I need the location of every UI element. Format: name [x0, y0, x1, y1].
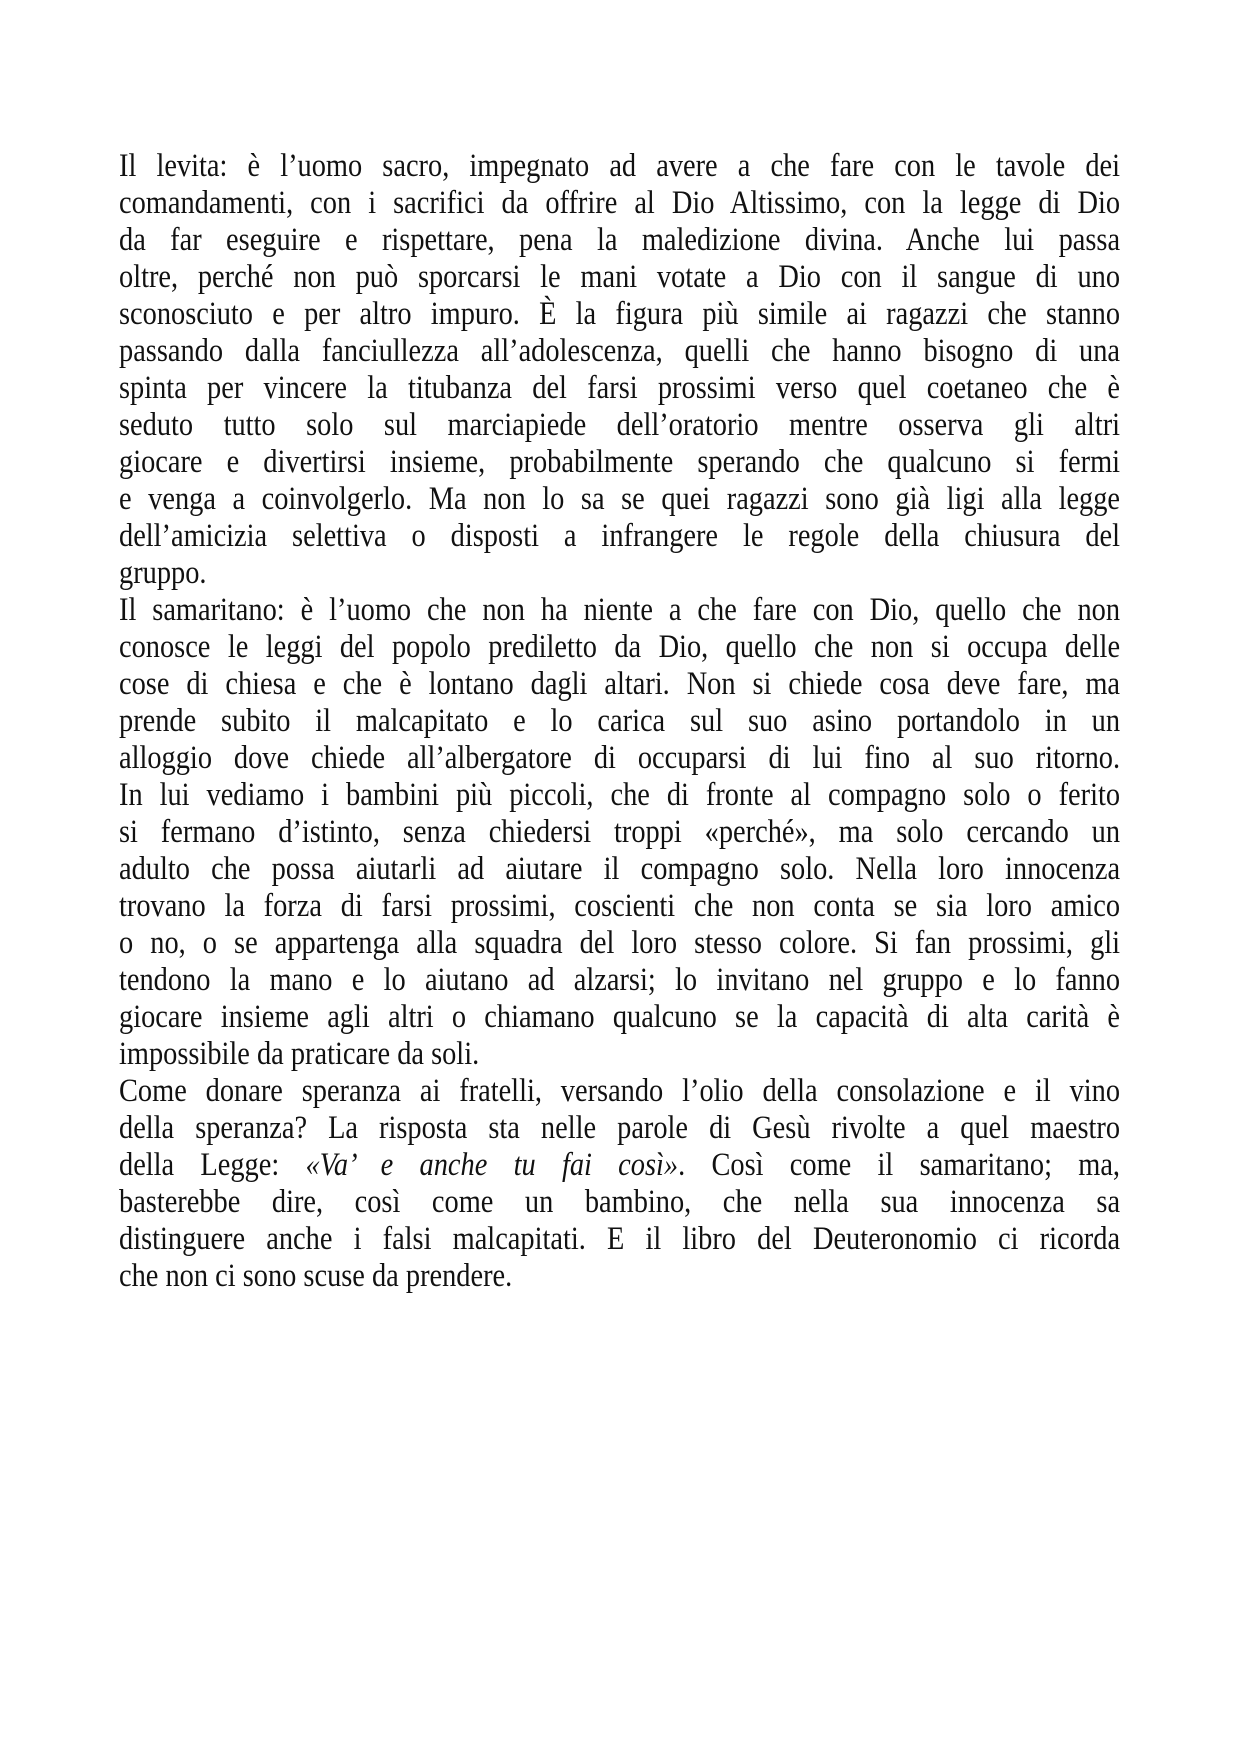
text-line: In lui vediamo i bambini più piccoli, che di fronte al compagno solo o ferito [119, 777, 1121, 813]
text-line: Il samaritano: è l’uomo che non ha niente a che fare con Dio, quello che non [119, 592, 1121, 628]
text-line: sconosciuto e per altro impuro. È la figura più simile ai ragazzi che stanno [119, 296, 1121, 332]
text-line: della speranza? La risposta sta nelle parole di Gesù rivolte a quel maestro [119, 1110, 1121, 1146]
document-page [119, 148, 1120, 1295]
text-line: che non ci sono scuse da prendere. [119, 1258, 513, 1294]
text-line: Il levita: è l’uomo sacro, impegnato ad avere a che fare con le tavole dei [119, 148, 1121, 184]
text-line: Come donare speranza ai fratelli, versando l’olio della consolazione e il vino [119, 1073, 1121, 1109]
text-line: da far eseguire e rispettare, pena la maledizione divina. Anche lui passa [119, 222, 1121, 258]
text-line: adulto che possa aiutarli ad aiutare il compagno solo. Nella loro innocenza [119, 851, 1121, 887]
text-line: spinta per vincere la titubanza del farsi prossimi verso quel coetaneo che è [119, 370, 1121, 406]
paragraph-conclusion [119, 1073, 1120, 1295]
text-line: gruppo. [119, 555, 207, 591]
text-line: seduto tutto solo sul marciapiede dell’oratorio mentre osserva gli altri [119, 407, 1121, 443]
text-line: o no, o se appartenga alla squadra del loro stesso colore. Si fan prossimi, gli [119, 925, 1121, 961]
text-line: comandamenti, con i sacrifici da offrire al Dio Altissimo, con la legge di Dio [119, 185, 1121, 221]
text-line: distinguere anche i falsi malcapitati. E il libro del Deuteronomio ci ricorda [119, 1221, 1121, 1257]
text-line: tendono la mano e lo aiutano ad alzarsi; lo invitano nel gruppo e lo fanno [119, 962, 1121, 998]
text-line: passando dalla fanciullezza all’adolescenza, quelli che hanno bisogno di una [119, 333, 1121, 369]
text-span: . Così come il samaritano; ma, [678, 1147, 1121, 1183]
text-line: prende subito il malcapitato e lo carica sul suo asino portandolo in un [119, 703, 1121, 739]
paragraph-levita [119, 148, 1120, 592]
text-line: si fermano d’istinto, senza chiedersi troppi «perché», ma solo cercando un [119, 814, 1121, 850]
text-line: cose di chiesa e che è lontano dagli altari. Non si chiede cosa deve fare, ma [119, 666, 1121, 702]
text-line: e venga a coinvolgerlo. Ma non lo sa se quei ragazzi sono già ligi alla legge [119, 481, 1121, 517]
text-line: impossibile da praticare da soli. [119, 1036, 480, 1072]
text-line: giocare e divertirsi insieme, probabilmente sperando che qualcuno si fermi [119, 444, 1121, 480]
text-line [119, 1147, 1120, 1184]
text-span: della Legge: [119, 1147, 306, 1183]
text-line: basterebbe dire, così come un bambino, che nella sua innocenza sa [119, 1184, 1121, 1220]
text-line: giocare insieme agli altri o chiamano qualcuno se la capacità di alta carità è [119, 999, 1121, 1035]
text-line: trovano la forza di farsi prossimi, coscienti che non conta se sia loro amico [119, 888, 1121, 924]
text-line: dell’amicizia selettiva o disposti a infrangere le regole della chiusura del [119, 518, 1121, 554]
text-line: alloggio dove chiede all’albergatore di occuparsi di lui fino al suo ritorno. [119, 740, 1121, 776]
text-line: conosce le leggi del popolo prediletto da Dio, quello che non si occupa delle [119, 629, 1121, 665]
paragraph-samaritano [119, 592, 1120, 1073]
text-line: oltre, perché non può sporcarsi le mani votate a Dio con il sangue di uno [119, 259, 1121, 295]
gospel-quote: «Va’ e anche tu fai così» [305, 1147, 679, 1183]
